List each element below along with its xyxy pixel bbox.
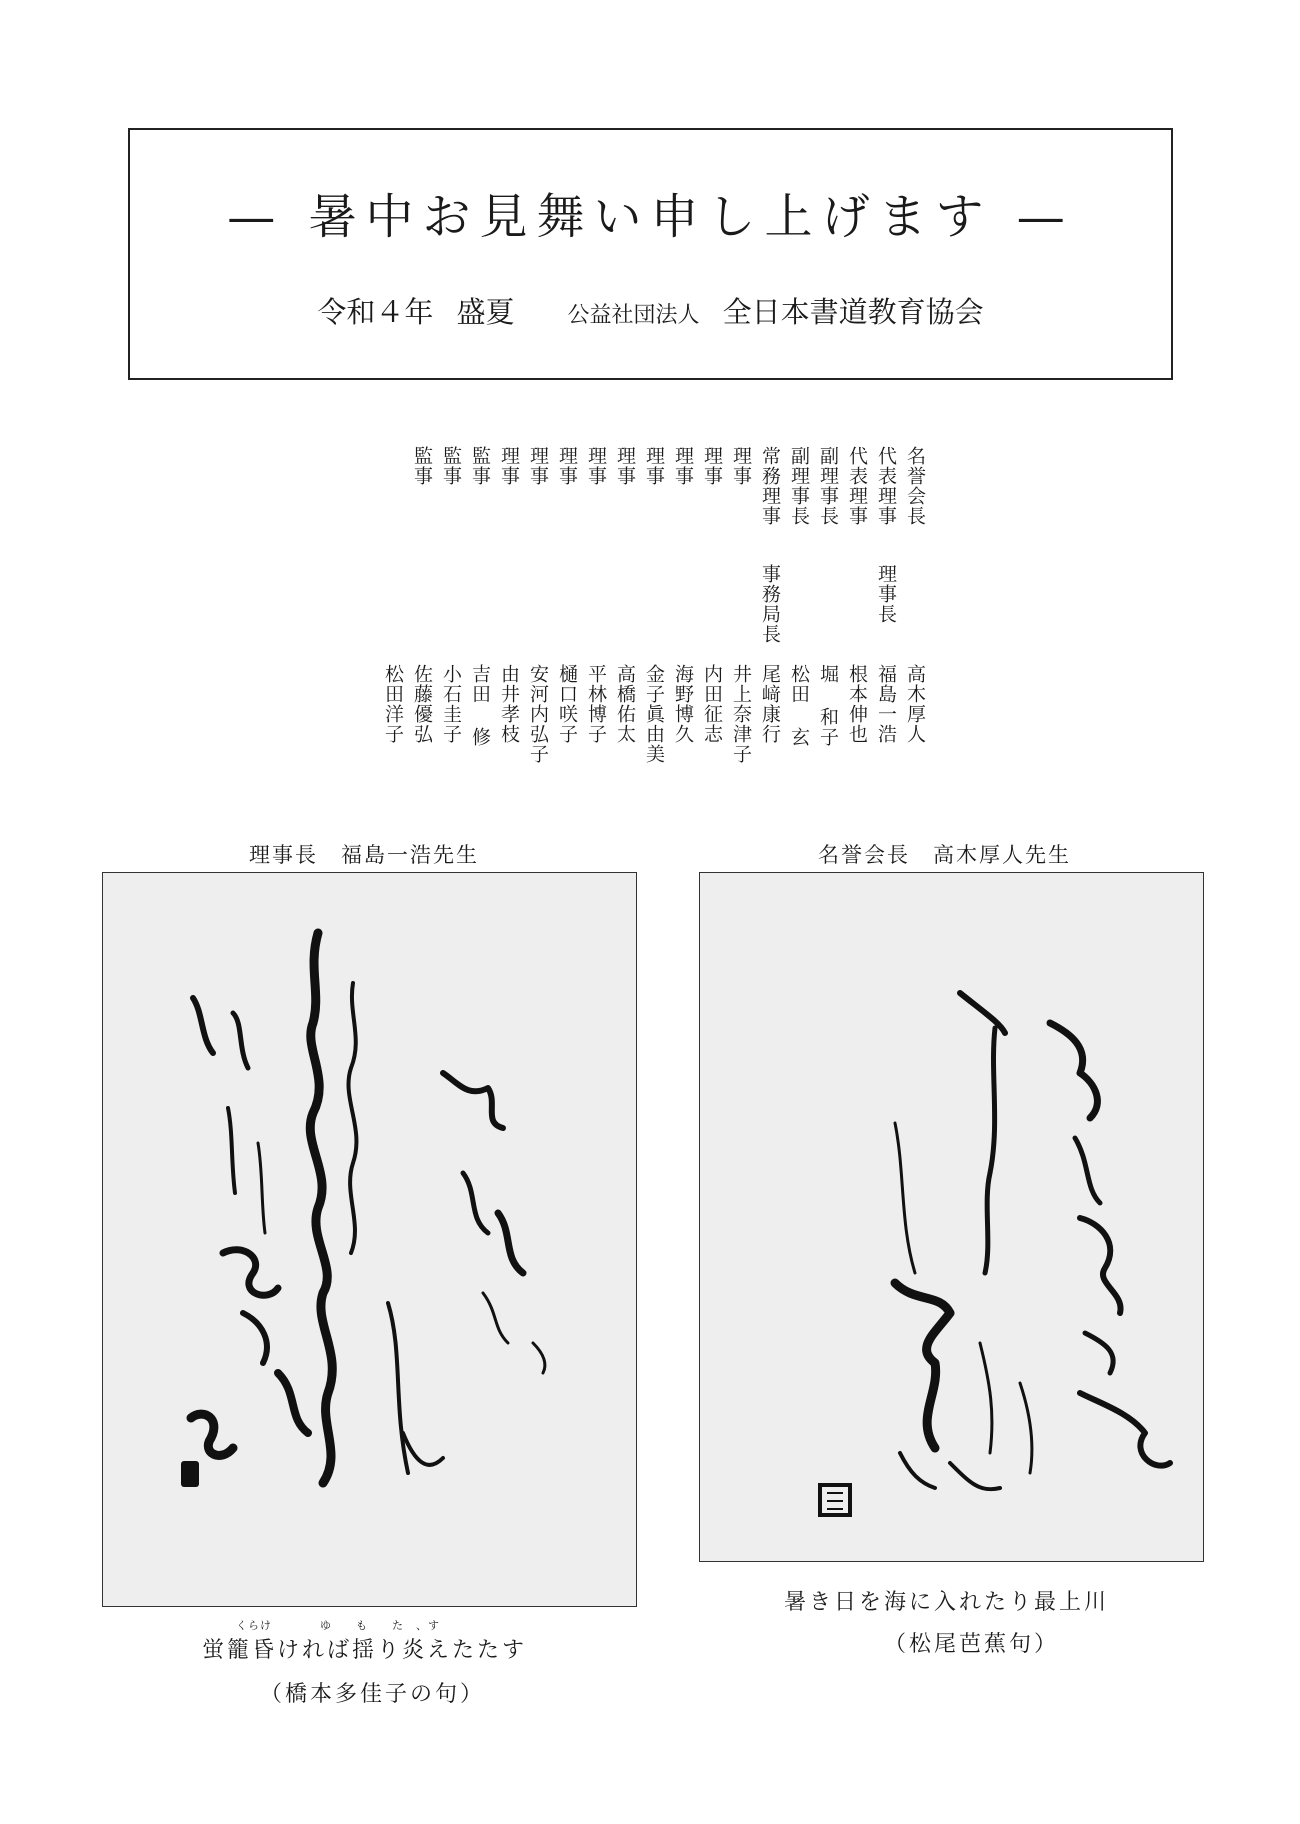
staff-title: 理事 xyxy=(701,446,723,486)
left-poem-furigana: くらけ ゆ も た 、す xyxy=(236,1619,440,1632)
staff-title: 理事 xyxy=(614,446,636,486)
staff-name: 高木厚人 xyxy=(904,664,926,744)
staff-column xyxy=(813,446,843,791)
staff-name: 堀 和子 xyxy=(817,664,839,747)
staff-column xyxy=(755,446,785,791)
staff-name: 海野博久 xyxy=(672,664,694,744)
staff-column xyxy=(581,446,611,791)
staff-name: 尾﨑康行 xyxy=(759,664,781,744)
staff-title: 副理事長 xyxy=(817,446,839,526)
right-calligraphy-panel xyxy=(699,872,1204,1562)
staff-column xyxy=(871,446,901,791)
staff-title: 理事 xyxy=(556,446,578,486)
staff-title: 理事 xyxy=(527,446,549,486)
staff-list xyxy=(374,446,934,791)
staff-subtitle: 理事長 xyxy=(875,564,897,624)
staff-name: 松田洋子 xyxy=(382,664,404,744)
staff-column xyxy=(697,446,727,791)
staff-title: 理事 xyxy=(498,446,520,486)
staff-name: 佐藤優弘 xyxy=(411,664,433,744)
right-work-caption: 名誉会長 高木厚人先生 xyxy=(818,843,1071,867)
staff-column xyxy=(610,446,640,791)
staff-column xyxy=(378,446,408,791)
left-calligraphy-panel xyxy=(102,872,637,1607)
staff-title: 監事 xyxy=(411,446,433,486)
staff-name: 平林博子 xyxy=(585,664,607,744)
staff-title: 理事 xyxy=(672,446,694,486)
staff-name: 小石圭子 xyxy=(440,664,462,744)
staff-column xyxy=(900,446,930,791)
staff-title: 副理事長 xyxy=(788,446,810,526)
staff-name: 吉田 修 xyxy=(469,664,491,747)
staff-subtitle: 事務局長 xyxy=(759,564,781,644)
era: 令和４年 xyxy=(317,295,434,329)
staff-name: 内田征志 xyxy=(701,664,723,744)
greeting-subline xyxy=(130,290,1171,331)
right-calligraphy-artwork xyxy=(700,873,1205,1563)
staff-column xyxy=(407,446,437,791)
staff-title: 監事 xyxy=(440,446,462,486)
staff-column xyxy=(523,446,553,791)
right-poem-author: （松尾芭蕉句） xyxy=(884,1632,1060,1657)
greeting-box xyxy=(128,128,1173,380)
staff-title: 理事 xyxy=(730,446,752,486)
staff-column xyxy=(552,446,582,791)
greeting-title: — 暑中お見舞い申し上げます — xyxy=(227,189,1074,245)
staff-name: 由井孝枝 xyxy=(498,664,520,744)
staff-title: 理事 xyxy=(643,446,665,486)
staff-column xyxy=(726,446,756,791)
staff-column xyxy=(784,446,814,791)
left-work-caption: 理事長 福島一浩先生 xyxy=(249,843,479,867)
staff-column xyxy=(668,446,698,791)
staff-name: 福島一浩 xyxy=(875,664,897,744)
staff-title: 代表理事 xyxy=(875,446,897,526)
staff-column xyxy=(465,446,495,791)
left-poem: 蛍籠昏ければ揺り炎えたたす xyxy=(202,1638,528,1663)
staff-name: 高橋佑太 xyxy=(614,664,636,744)
staff-name: 金子眞由美 xyxy=(643,664,665,764)
org-type: 公益社団法人 xyxy=(567,303,700,328)
season: 盛夏 xyxy=(456,295,515,329)
right-poem: 暑き日を海に入れたり最上川 xyxy=(784,1590,1110,1615)
staff-title: 理事 xyxy=(585,446,607,486)
staff-title: 代表理事 xyxy=(846,446,868,526)
staff-title: 監事 xyxy=(469,446,491,486)
staff-name: 根本伸也 xyxy=(846,664,868,744)
left-poem-author: （橋本多佳子の句） xyxy=(260,1682,486,1707)
left-calligraphy-artwork xyxy=(103,873,638,1608)
staff-title: 名誉会長 xyxy=(904,446,926,526)
staff-name: 安河内弘子 xyxy=(527,664,549,764)
staff-column xyxy=(842,446,872,791)
staff-column xyxy=(639,446,669,791)
staff-name: 樋口咲子 xyxy=(556,664,578,744)
staff-column xyxy=(436,446,466,791)
staff-name: 松田 玄 xyxy=(788,664,810,747)
org-name: 全日本書道教育協会 xyxy=(722,295,984,329)
staff-title: 常務理事 xyxy=(759,446,781,526)
staff-column xyxy=(494,446,524,791)
staff-name: 井上奈津子 xyxy=(730,664,752,764)
